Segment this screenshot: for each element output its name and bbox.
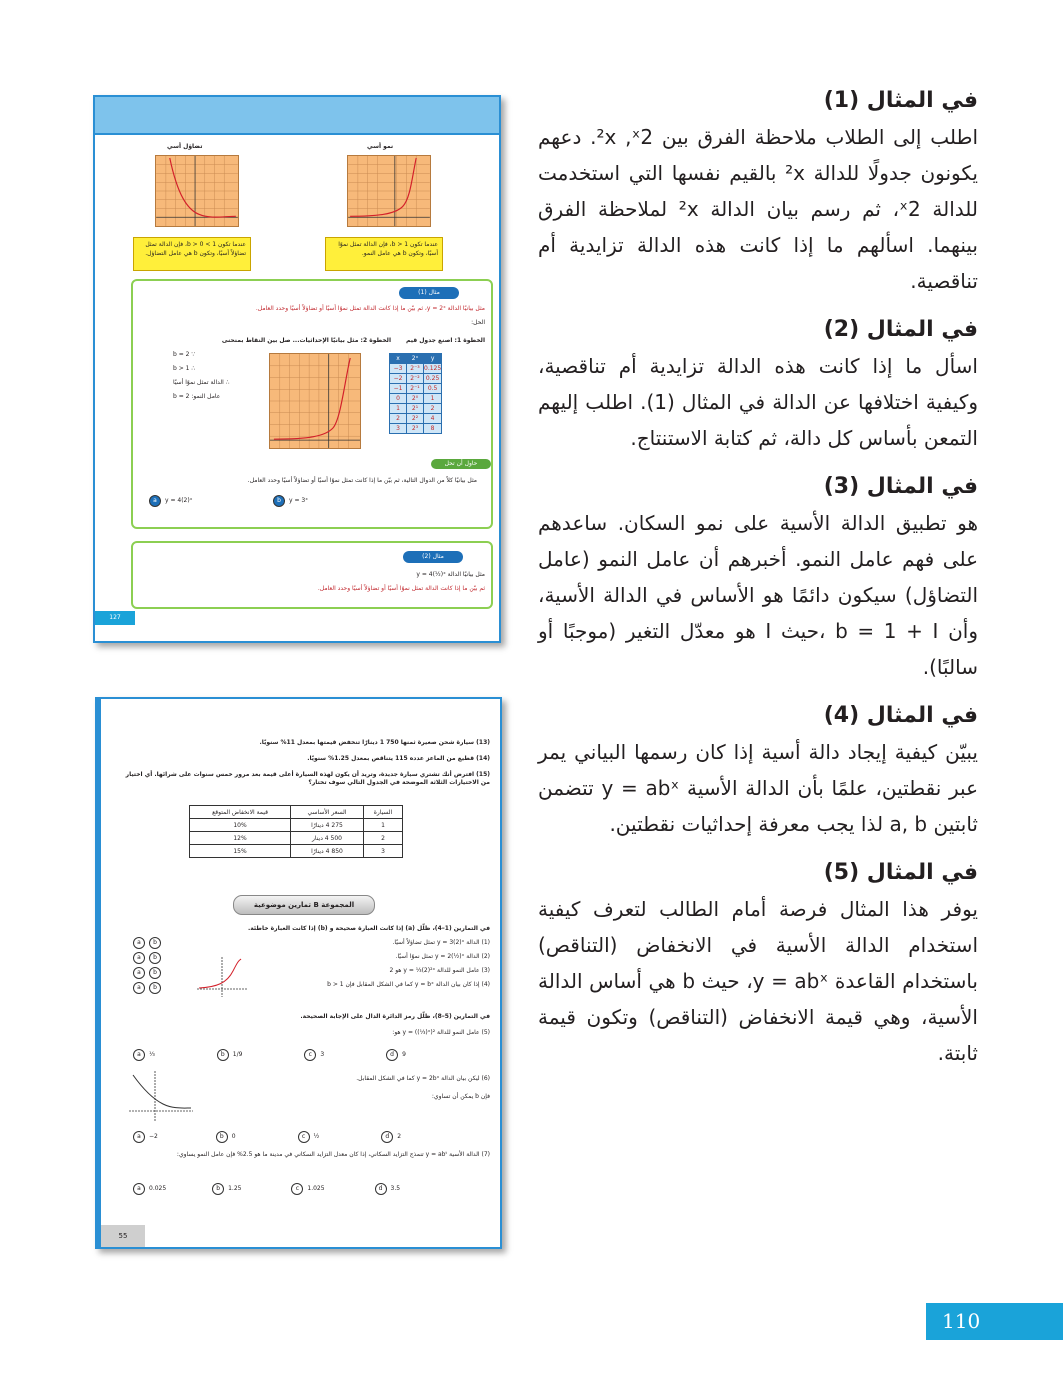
cell: 12% (190, 832, 291, 845)
growth-label: نمو أسي (367, 143, 394, 150)
cell: 15% (190, 845, 291, 858)
option-text: 2 (397, 1133, 402, 1140)
cell: 2⁻¹ (407, 384, 424, 394)
example-2-question: مثل بيانيًا الدالة y = 4(½)ˣ (416, 571, 485, 578)
cell: 1 (390, 404, 407, 414)
cell: −3 (390, 364, 407, 374)
table-header: 2ˣ (407, 354, 424, 364)
section-title: في المثال (2) (823, 317, 978, 342)
solution-label: الحل: (471, 319, 485, 326)
side-bar (97, 699, 101, 1247)
try-a-text: y = 4(2)ˣ (165, 497, 193, 504)
thumbnail-page-number: 55 (101, 1225, 145, 1247)
table-header: y (424, 354, 442, 364)
thumbnail-page-number: 127 (95, 611, 135, 625)
cell: 3 (390, 424, 407, 434)
note-example-4 (538, 703, 978, 842)
teacher-notes (538, 88, 978, 1089)
option-text: ½ (313, 1133, 320, 1140)
cell: 0.125 (424, 365, 442, 372)
step-2: الخطوة 2: مثل بيانيًا الإحداثيات... صل بين النقاط بمنحنى (221, 337, 391, 344)
decay-graph (155, 155, 239, 227)
section-title: في المثال (1) (823, 88, 978, 113)
cell: −1 (390, 384, 407, 394)
item-3: (3) عامل النمو للدالة y = ⅓(2)²ˣ هو 2 (389, 967, 490, 974)
cell: 8 (424, 424, 442, 434)
section-body: اطلب إلى الطلاب ملاحظة الفرق بين ²x ,ˣ2. دعهم يكونون جدولًا للدالة ²x بالقيم نفسها التي استخدمت للدالة ˣ2، ثم رسم بيان الدالة ²x لملاحظة الفرق بينهما. اسألهم ما إذا كانت هذه الدالة تزايدية أم تناقصية. (538, 125, 978, 293)
table-header: x (390, 354, 407, 364)
q6-graph (129, 1071, 193, 1121)
cell: 1 (363, 819, 402, 832)
example-1-question: مثل بيانيًا الدالة y = 2ˣ، ثم بيّن ما إذا كانت الدالة تمثل نموًا أسيًا أو تضاؤلاً أسيًا وحدد العامل. (255, 305, 485, 312)
cell: 1 (424, 394, 442, 404)
q7: (7) الدالة الأسية y = abᵗ تنمذج التزايد السكاني، إذا كان معدل التزايد السكاني في مدينة ما هو 2.5% فإن عامل النمو يساوي: (176, 1151, 490, 1158)
decay-label: تضاؤل أسي (167, 143, 203, 150)
growth-rule-box: عندما تكون 1 < b، فإن الدالة تمثل نموًا أسيًا، وتكون b هي عامل النمو. (325, 237, 443, 271)
cell: 2² (407, 414, 424, 424)
table-header: قيمة الانخفاض المتوقع (190, 806, 291, 819)
example-graph (269, 353, 361, 449)
cell: 2 (424, 404, 442, 414)
q15: (15) افترض أنك تشتري سيارة جديدة، وتريد أن يكون لهذه السيارة أعلى قيمة بعد مرور خمس سنوات على شرائها. أي اختيار من الاختيارات الثلاثة الموضحة في الجدول التالي سوف تختار؟ (125, 771, 490, 786)
option-text: −2 (149, 1133, 158, 1140)
option-text: 1/9 (232, 1051, 243, 1058)
q6-continued: فإن b يمكن أن تساوي: (431, 1093, 490, 1100)
conclusion-1: ∵ b = 2 (173, 351, 196, 358)
section-title: في المثال (5) (823, 860, 978, 885)
conclusion-3: ∴ الدالة تمثل نموًا أسيًا (173, 379, 230, 386)
cell: 500 4 دينار (291, 832, 364, 845)
section-title: في المثال (3) (823, 474, 978, 499)
table-header: السيارة (363, 806, 402, 819)
example-2-question-2: ثم بيّن ما إذا كانت الدالة تمثل نموًا أسيًا أو تضاؤلاً أسيًا وحدد العامل. (317, 585, 485, 592)
instructions-5-8: في التمارين (5–8)، ظلّل رمز الدائرة الدال على الإجابة الصحيحة. (300, 1013, 490, 1020)
cell: 2 (390, 414, 407, 424)
group-b-banner: المجموعة B تمارين موضوعية (233, 895, 375, 915)
section-title: في المثال (4) (823, 703, 978, 728)
example-2-box (131, 541, 493, 609)
item-4: (4) إذا كان بيان الدالة y = bˣ كما في الشكل المقابل فإن b > 1 (327, 981, 490, 988)
note-example-1 (538, 88, 978, 299)
table-header: السعر الأساسي (291, 806, 364, 819)
q5: (5) عامل النمو للدالة y = ((⅓)ˣ)² هو: (392, 1029, 490, 1036)
option-text: 9 (402, 1051, 406, 1058)
option-text: 1.25 (228, 1185, 242, 1192)
try-b-text: y = 3ˣ (289, 497, 308, 504)
item-1: (1) الدالة y = 3(2)ˣ تمثل تضاؤلاً أسيًا. (392, 939, 490, 946)
try-question: مثل بيانيًا كلاً من الدوال التالية، ثم بيّن ما إذا كانت تمثل نموًا أسيًا أو تضاؤلاً أسيًا وحدد العامل. (247, 477, 477, 484)
car-price-table (189, 805, 403, 858)
example-1-pill: مثال (1) (399, 287, 459, 299)
option-text: 3.5 (390, 1185, 401, 1192)
option-text: 0 (231, 1133, 236, 1140)
item-2: (2) الدالة y = 2(½)ˣ تمثل نموًا أسيًا. (395, 953, 490, 960)
growth-graph (347, 155, 431, 227)
note-example-3 (538, 474, 978, 685)
conclusion-2: ∴ b > 1 (173, 365, 196, 372)
example-1-box (131, 279, 493, 529)
note-example-2 (538, 317, 978, 456)
section-body: هو تطبيق الدالة الأسية على نمو السكان. ساعدهم على فهم عامل النمو. أخبرهم أن عامل النمو (عامل التضاؤل) سيكون دائمًا هو الأساس في الدالة الأسية، وأن b = 1 + I ،حيث I هو معدّل التغير (موجبًا أو سالبًا). (538, 511, 978, 679)
cell: 2⁰ (407, 394, 424, 404)
cell: 850 4 دينارًا (291, 845, 364, 858)
cell: 2³ (407, 424, 424, 434)
decay-rule-box: عندما تكون 1 > b > 0، فإن الدالة تمثل تضاؤلاً أسيًا، وتكون b هي عامل التضاؤل. (133, 237, 251, 271)
try-it-pill: حاول أن تحل (431, 459, 491, 469)
cell: 0.5 (424, 384, 442, 394)
student-page-thumbnail-55 (95, 697, 502, 1249)
section-body: يبيّن كيفية إيجاد دالة أسية إذا كان رسمها البياني يمر عبر نقطتين، علمًا بأن الدالة الأسية y = abˣ تتضمن ثابتين a, b لذا يجب معرفة إحداثيات نقطتين. (538, 740, 979, 836)
cell: 0 (390, 394, 407, 404)
option-text: ⅓ (149, 1051, 155, 1058)
option-text: 1.025 (307, 1185, 325, 1192)
cell: 3 (363, 845, 402, 858)
cell: 0.25 (424, 374, 442, 384)
cell: 275 4 دينارًا (291, 819, 364, 832)
cell: 4 (424, 414, 442, 424)
q6-options: a −2 b 0 c ½ d 2 (133, 1131, 401, 1143)
option-text: 3 (320, 1051, 325, 1058)
cell: 10% (190, 819, 291, 832)
example-2-pill: مثال (2) (403, 551, 463, 563)
answer-choices-1-4: a b a b a b a b (133, 937, 165, 994)
try-option-a: a y = 4(2)ˣ (149, 495, 192, 507)
cell: 2 (363, 832, 402, 845)
cell: 2⁻² (407, 374, 424, 384)
thumbnail-header-bar (95, 97, 499, 135)
q14: (14) قطيع من الماعز عدده 115 يتناقص بمعدل 1.25% سنويًا. (307, 755, 490, 762)
option-text: 0.025 (149, 1185, 167, 1192)
note-example-5 (538, 860, 978, 1071)
item-4-graph (197, 957, 247, 997)
q7-options: a 0.025 b 1.25 c 1.025 d 3.5 (133, 1183, 400, 1195)
step-1: الخطوة 1: اصنع جدول قيم (406, 337, 485, 344)
try-option-b: b y = 3ˣ (273, 495, 308, 507)
cell: 2¹ (407, 404, 424, 414)
section-body: يوفر هذا المثال فرصة أمام الطالب لتعرف كيفية استخدام الدالة الأسية في الانخفاض (التناقص) باستخدام القاعدة y = abˣ، حيث b هي أساس الدالة الأسية، وهي قيمة الانخفاض (التناقص) وتكون قيمة ثابتة. (538, 897, 978, 1065)
instructions-1-4: في التمارين (1–4)، ظلّل (a) إذا كانت العبارة صحيحة و (b) إذا كانت العبارة خاطئة. (247, 925, 490, 932)
cell: −2 (390, 374, 407, 384)
cell: 2⁻³ (407, 364, 424, 374)
student-page-thumbnail-127 (93, 95, 501, 643)
q13: (13) سيارة شحن صغيرة ثمنها 750 1 دينارًا تنخفض قيمتها بمعدل 11% سنويًا. (259, 739, 490, 746)
q6: (6) ليكن بيان الدالة y = 2bˣ كما في الشكل المقابل. (356, 1075, 490, 1082)
section-body: اسأل ما إذا كانت هذه الدالة تزايدية أم تناقصية، وكيفية اختلافها عن الدالة في المثال (1). اطلب إليهم التمعن بأساس كل دالة، ثم كتابة الاستنتاج. (538, 354, 978, 450)
page-number: 110 (926, 1303, 1063, 1340)
values-table (389, 353, 442, 434)
q5-options: a ⅓ b 1/9 c 3 d 9 (133, 1049, 406, 1061)
conclusion-4: عامل النمو: b = 2 (173, 393, 221, 400)
